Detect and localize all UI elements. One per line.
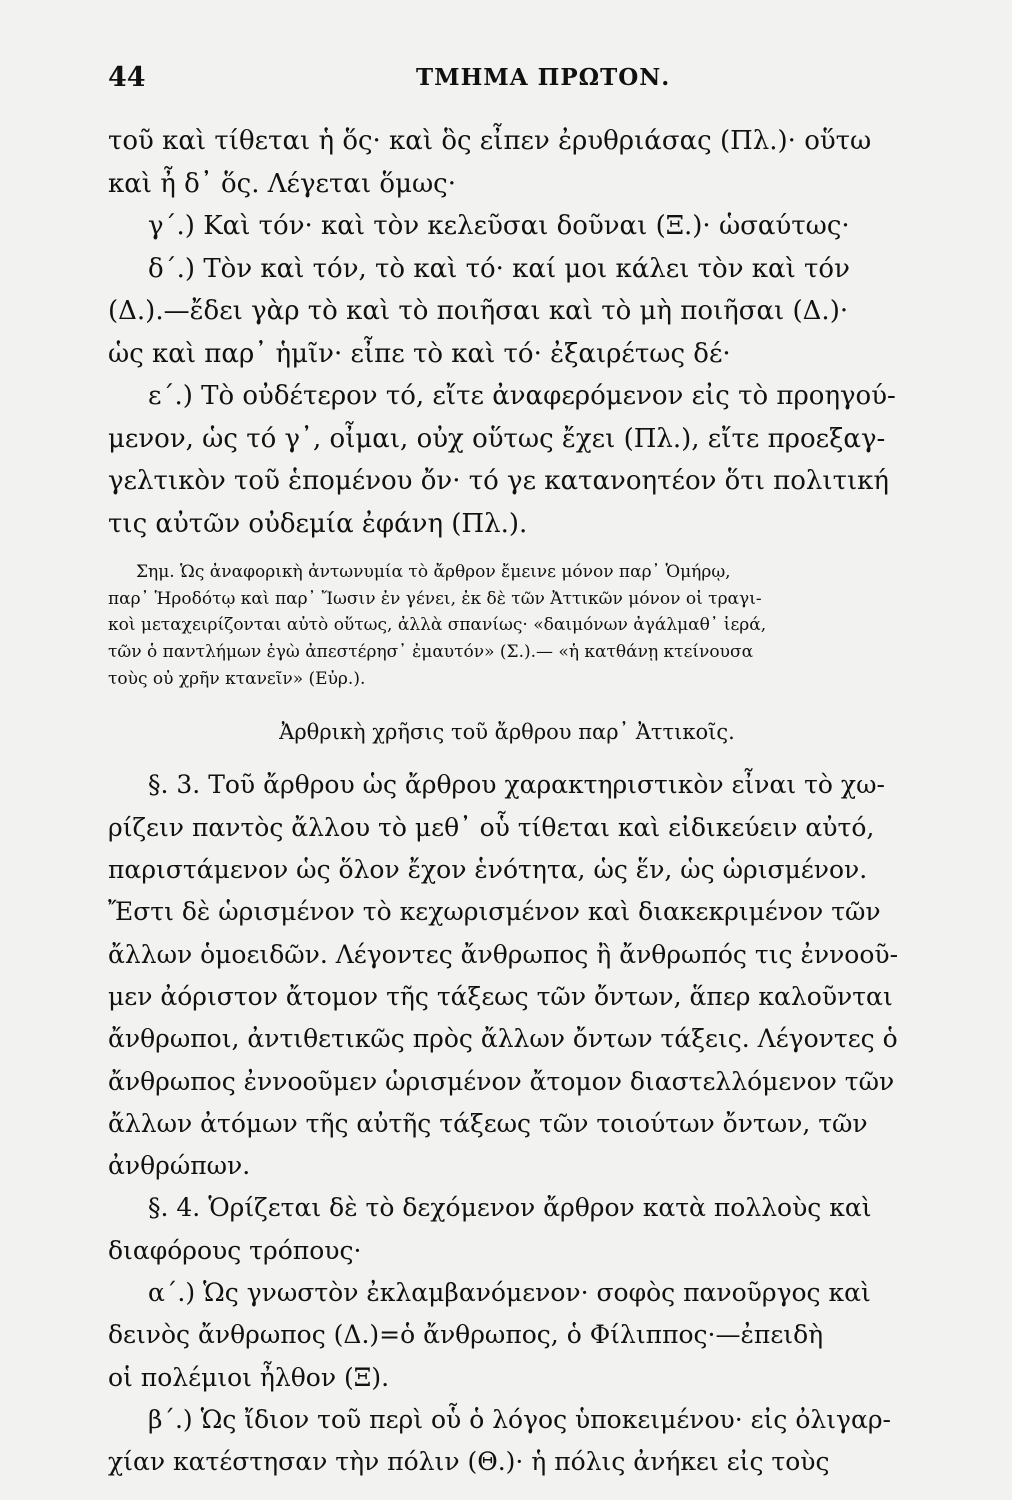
text-line: ἄνθρωποι, ἀντιθετικῶς πρὸς ἄλλων ὄντων τάξεις. Λέγοντες ὁ [108,1024,898,1054]
page-number: 44 [108,62,146,93]
text-line: Ἔστι δὲ ὡρισμένον τὸ κεχωρισμένον καὶ διακεκριμένον τῶν [108,897,881,927]
note-line: κοὶ μεταχειρίζονται αὐτὸ οὕτως, ἀλλὰ σπανίως· «δαιμόνων ἀγάλμαθ᾽ ἱερά, [108,615,767,636]
section-subheading: Ἀρθρικὴ χρῆσις τοῦ ἄρθρου παρ᾽ Ἀττικοῖς. [279,720,735,745]
note-line: τῶν ὁ παντλήμων ἐγὼ ἀπεστέρησ᾽ ἐμαυτόν» (Σ.).— «ἡ κατθάνῃ κτείνουσα [108,642,754,663]
text-line: γελτικὸν τοῦ ἑπομένου ὄν· τό γε κατανοητέον ὅτι πολιτική [108,466,889,496]
text-line: ἄλλων ἀτόμων τῆς αὐτῆς τάξεως τῶν τοιούτων ὄντων, τῶν [108,1108,868,1138]
text-line: ἀνθρώπων. [108,1151,251,1181]
text-line: οἱ πολέμιοι ἦλθον (Ξ). [108,1362,390,1392]
note-line: παρ᾽ Ἡροδότῳ καὶ παρ᾽ Ἴωσιν ἐν γένει, ἐκ δὲ τῶν Ἀττικῶν μόνον οἱ τραγι- [108,588,762,609]
text-line: παριστάμενον ὡς ὅλον ἔχον ἑνότητα, ὡς ἕν, ὡς ὡρισμένον. [108,855,868,885]
text-line: γ΄.) Καὶ τόν· καὶ τὸν κελεῦσαι δοῦναι (Ξ.)· ὡσαύτως· [148,211,850,241]
text-line: ρίζειν παντὸς ἄλλου τὸ μεθ᾽ οὗ τίθεται καὶ εἰδικεύειν αὐτό, [108,812,875,842]
footnote-remark [108,559,906,692]
text-line: ἄνθρωπος ἐννοοῦμεν ὡρισμένον ἄτομον διαστελλόμενον τῶν [108,1066,895,1096]
text-line: β΄.) Ὡς ἴδιον τοῦ περὶ οὗ ὁ λόγος ὑποκειμένου· εἰς ὀλιγαρ- [148,1404,892,1434]
note-line: Σημ. Ὡς ἀναφορικὴ ἀντωνυμία τὸ ἄρθρον ἔμεινε μόνον παρ᾽ Ὁμήρῳ, [136,562,731,582]
text-line: διαφόρους τρόπους· [108,1235,362,1265]
text-line: (Δ.).—ἔδει γὰρ τὸ καὶ τὸ ποιῆσαι καὶ τὸ μὴ ποιῆσαι (Δ.)· [108,296,849,326]
text-line: δεινὸς ἄνθρωπος (Δ.)=ὁ ἄνθρωπος, ὁ Φίλιππος·—ἐπειδὴ [108,1320,824,1350]
section-4 [108,1187,906,1483]
text-line: τις αὐτῶν οὐδεμία ἐφάνη (Πλ.). [108,508,528,539]
page-body [108,120,906,1483]
paragraph-top [108,120,906,545]
section-3 [108,764,906,1187]
text-line: §. 3. Τοῦ ἄρθρου ὡς ἄρθρου χαρακτηριστικὸν εἶναι τὸ χω- [148,770,885,800]
text-line: α΄.) Ὡς γνωστὸν ἐκλαμβανόμενον· σοφὸς πανοῦργος καὶ [148,1278,871,1307]
text-line: μεν ἀόριστον ἄτομον τῆς τάξεως τῶν ὄντων, ἅπερ καλοῦνται [108,981,893,1011]
note-line: τοὺς οὐ χρῆν κτανεῖν» (Εὐρ.). [108,668,366,689]
text-line: ὡς καὶ παρ᾽ ἡμῖν· εἶπε τὸ καὶ τό· ἐξαιρέτως δέ· [108,338,731,369]
text-line: χίαν κατέστησαν τὴν πόλιν (Θ.)· ἡ πόλις ἀνήκει εἰς τοὺς [108,1447,830,1477]
text-line: μενον, ὡς τό γ᾽, οἶμαι, οὐχ οὕτως ἔχει (Πλ.), εἴτε προεξαγ- [108,423,886,454]
text-line: καὶ ἦ δ᾽ ὅς. Λέγεται ὅμως· [108,168,457,199]
text-line: §. 4. Ὁρίζεται δὲ τὸ δεχόμενον ἄρθρον κατὰ πολλοὺς καὶ [148,1193,872,1223]
page-header [108,62,908,102]
text-line: τοῦ καὶ τίθεται ἡ ὅς· καὶ ὃς εἶπεν ἐρυθριάσας (Πλ.)· οὕτω [108,126,872,156]
text-line: ἄλλων ὁμοειδῶν. Λέγοντες ἄνθρωπος ἢ ἄνθρωπός τις ἐννοοῦ- [108,939,899,969]
running-title: ΤΜΗΜΑ ΠΡΩΤΟΝ. [416,64,671,91]
text-line: δ΄.) Τὸν καὶ τόν, τὸ καὶ τό· καί μοι κάλει τὸν καὶ τόν [148,253,850,284]
text-line: ε΄.) Τὸ οὐδέτερον τό, εἴτε ἀναφερόμενον εἰς τὸ προηγού- [148,381,896,411]
